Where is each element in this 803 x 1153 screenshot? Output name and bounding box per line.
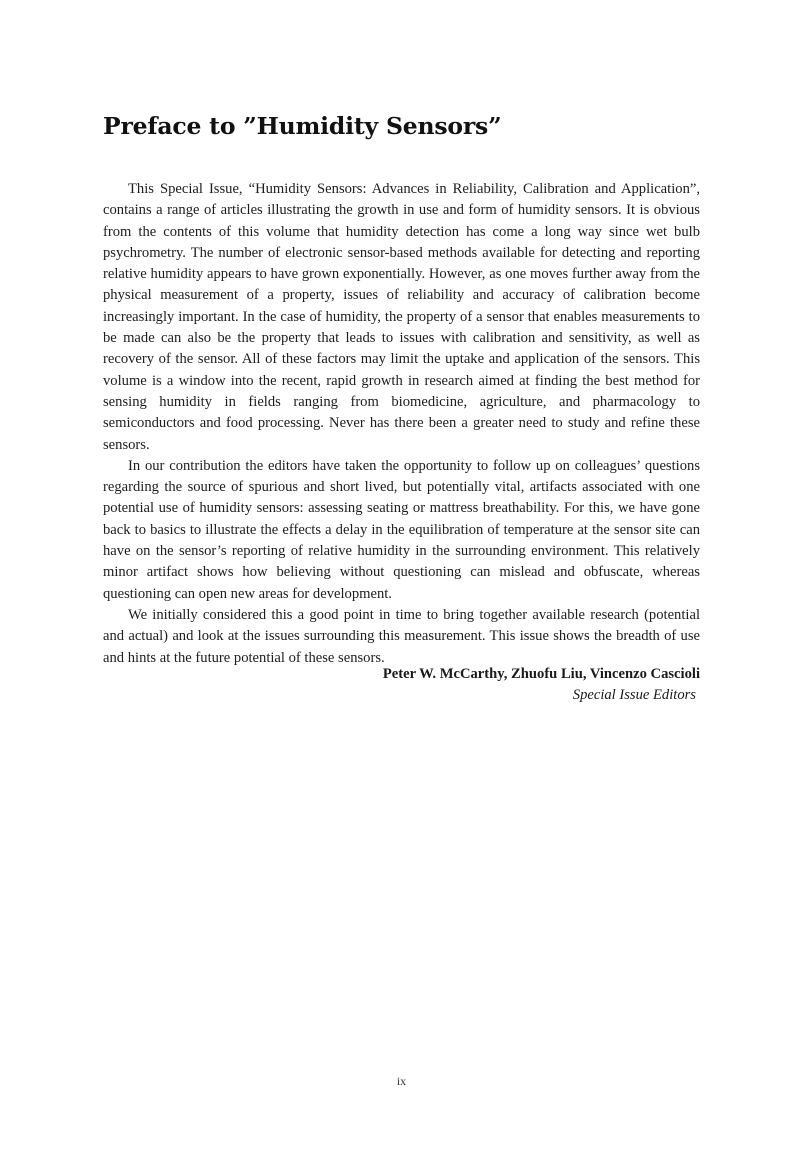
paragraph: We initially considered this a good point in time to bring together available research (potential and actual) and look at the issues surrounding this measurement. This issue shows the breadth of use and hints at the future potential of these sensors. [103, 606, 700, 666]
preface-body [103, 179, 700, 669]
paragraph: In our contribution the editors have taken the opportunity to follow up on colleagues’ questions regarding the source of spurious and short lived, but potentially vital, artifacts associated with one potential use of humidity sensors: assessing seating or mattress breathability. For this, we have gone back to basics to illustrate the effects a delay in the equilibration of temperature at the sensor site can have on the sensor’s reporting of relative humidity in the surrounding environment. This relatively minor artifact shows how believing without questioning can mislead and obfuscate, whereas questioning can open new areas for development. [103, 457, 700, 602]
editor-names: Peter W. McCarthy, Zhuofu Liu, Vincenzo Cascioli [382, 666, 700, 682]
editor-role: Special Issue Editors [572, 687, 696, 703]
paragraph: This Special Issue, “Humidity Sensors: Advances in Reliability, Calibration and Application”, contains a range of articles illustrating the growth in use and form of humidity sensors. It is obvious from the contents of this volume that humidity detection has come a long way since wet bulb psychrometry. The number of electronic sensor-based methods available for detecting and reporting relative humidity appears to have grown exponentially. However, as one moves further away from the physical measurement of a property, issues of reliability and accuracy of calibration become increasingly important. In the case of humidity, the property of a sensor that enables measurements to be made can also be the property that leads to issues with calibration and sensitivity, as well as recovery of the sensor. All of these factors may limit the uptake and application of the sensors. This volume is a window into the recent, rapid growth in research aimed at finding the best method for sensing humidity in fields ranging from biomedicine, agriculture, and pharmacology to semiconductors and food processing. Never has there been a greater need to study and refine these sensors. [103, 181, 700, 453]
page-number: ix [396, 1074, 407, 1088]
page-title: Preface to ”Humidity Sensors” [103, 112, 502, 140]
